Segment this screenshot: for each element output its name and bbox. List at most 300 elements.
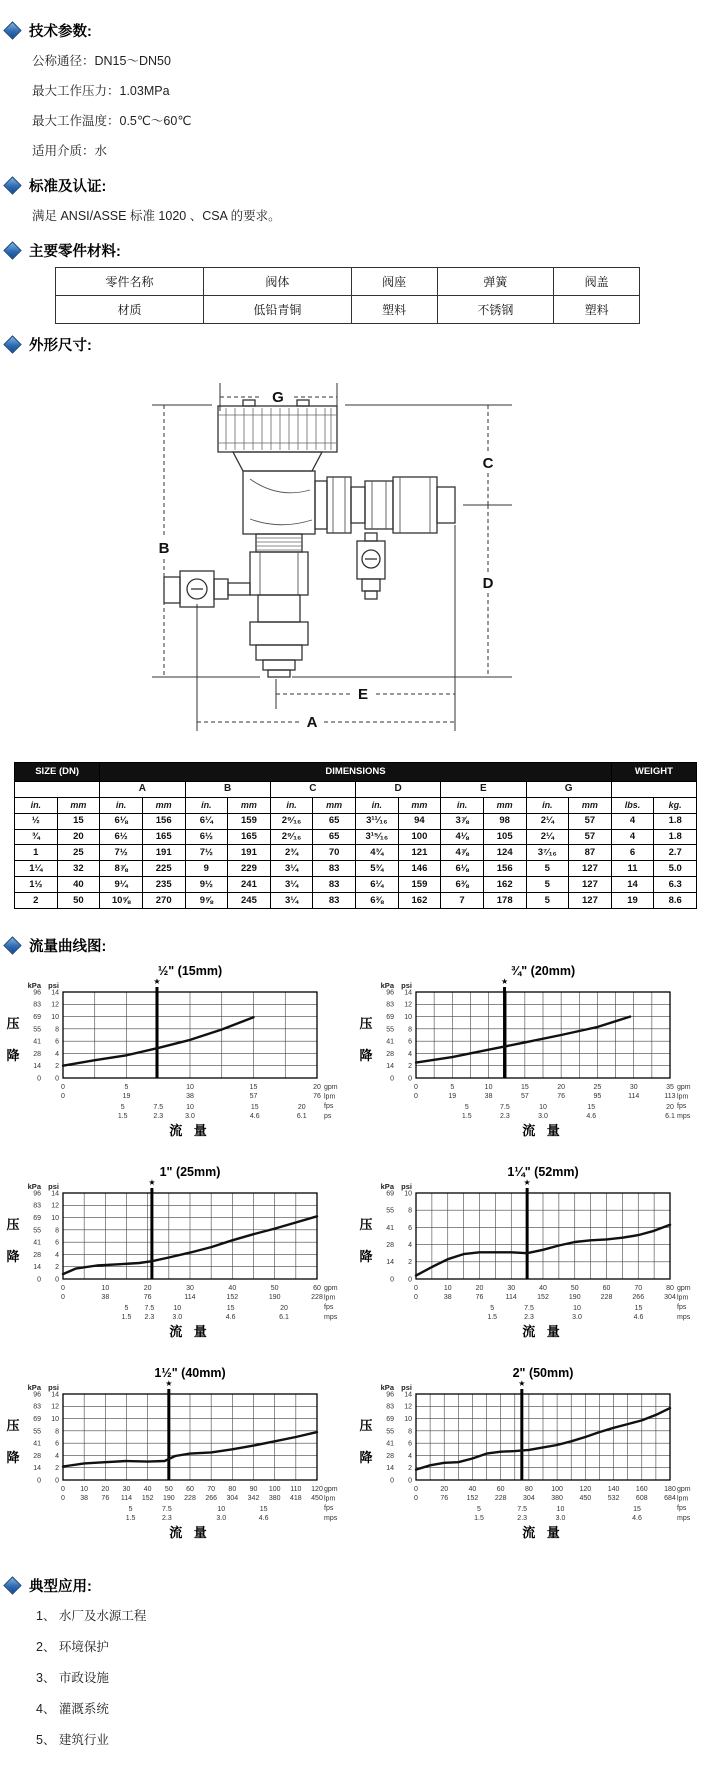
x-tick-gpm: 30 bbox=[630, 1083, 638, 1091]
x-tick-fps: 15 bbox=[250, 1103, 259, 1111]
y-tick-kpa: 69 bbox=[32, 1013, 41, 1021]
x-tick-gpm: 15 bbox=[249, 1083, 258, 1091]
y-tick-kpa: 55 bbox=[32, 1227, 41, 1235]
y-tick-kpa: 28 bbox=[386, 1241, 395, 1249]
dim-table-cell: 162 bbox=[398, 893, 441, 909]
dim-table-row bbox=[15, 845, 697, 861]
materials-cell: 零件名称 bbox=[56, 268, 204, 296]
dim-table-cell: 6⅛ bbox=[441, 861, 484, 877]
x-unit-label: gpm bbox=[677, 1284, 691, 1292]
x-tick-mps: 3.0 bbox=[184, 1112, 195, 1120]
x-tick-gpm: 0 bbox=[60, 1083, 65, 1091]
y-tick-kpa: 83 bbox=[32, 1202, 41, 1210]
y-tick-kpa: 0 bbox=[36, 1075, 41, 1083]
x-tick-lpm: 0 bbox=[414, 1293, 419, 1301]
dim-table-header-cell: mm bbox=[313, 798, 356, 813]
y-tick-psi: 10 bbox=[404, 1013, 413, 1021]
dim-table-cell: 2¾ bbox=[270, 845, 313, 861]
dim-table-header-cell: in. bbox=[15, 798, 58, 813]
x-tick-lpm: 0 bbox=[60, 1494, 65, 1502]
x-tick-lpm: 152 bbox=[141, 1494, 154, 1502]
dim-table-header-cell: C bbox=[270, 781, 355, 798]
x-unit-label: mps bbox=[323, 1514, 337, 1522]
x-tick-fps: 10 bbox=[173, 1304, 181, 1312]
y-tick-kpa: 28 bbox=[386, 1050, 395, 1058]
x-tick-gpm: 35 bbox=[666, 1083, 675, 1091]
dim-table-cell: 159 bbox=[398, 877, 441, 893]
dim-table-cell: 6¼ bbox=[185, 813, 228, 829]
y-tick-psi: 14 bbox=[404, 1391, 413, 1399]
y-tick-psi: 0 bbox=[408, 1276, 413, 1284]
x-tick-mps: 1.5 bbox=[462, 1112, 472, 1120]
diamond-bullet-icon bbox=[3, 335, 21, 353]
x-unit-label: fps bbox=[323, 1304, 334, 1312]
x-unit-label: lpm bbox=[677, 1294, 689, 1302]
section-title: 典型应用: bbox=[29, 1578, 92, 1595]
section-title: 主要零件材料: bbox=[29, 244, 121, 260]
dim-table-cell: 3⁷⁄₁₆ bbox=[526, 845, 569, 861]
flow-chart-6 bbox=[354, 1364, 706, 1551]
test-cock-tip bbox=[365, 591, 377, 599]
materials-cell: 弹簧 bbox=[437, 268, 554, 296]
x-tick-lpm: 19 bbox=[448, 1092, 457, 1100]
x-tick-gpm: 100 bbox=[551, 1485, 564, 1493]
section-title: 标准及认证: bbox=[29, 179, 107, 195]
dim-table-cell: 9½ bbox=[185, 877, 228, 893]
y-tick-psi: 8 bbox=[54, 1227, 59, 1235]
x-tick-gpm: 120 bbox=[310, 1485, 323, 1493]
y-tick-kpa: 83 bbox=[32, 1001, 41, 1009]
dim-table-cell: 1 bbox=[15, 845, 58, 861]
pressure-label: 降 bbox=[359, 1449, 373, 1465]
x-tick-lpm: 114 bbox=[184, 1293, 196, 1301]
y-unit-psi: psi bbox=[401, 1181, 413, 1191]
x-unit-label: fps bbox=[677, 1505, 687, 1513]
x-tick-lpm: 76 bbox=[143, 1293, 152, 1301]
dim-table-cell: 7½ bbox=[100, 845, 143, 861]
dim-table-header-cell: mm bbox=[398, 798, 441, 813]
x-tick-gpm: 0 bbox=[414, 1485, 419, 1493]
x-tick-gpm: 140 bbox=[607, 1485, 620, 1493]
y-tick-kpa: 14 bbox=[386, 1259, 395, 1267]
x-tick-mps: 4.6 bbox=[249, 1112, 260, 1120]
y-tick-kpa: 55 bbox=[386, 1207, 395, 1215]
dim-table-cell: 14 bbox=[611, 877, 654, 893]
threaded-neck bbox=[256, 534, 302, 552]
dim-table-cell: 3⅞ bbox=[441, 813, 484, 829]
x-tick-gpm: 30 bbox=[185, 1284, 194, 1292]
y-tick-kpa: 41 bbox=[32, 1440, 41, 1448]
flow-chart-svg bbox=[1, 1364, 353, 1546]
test-cock-body bbox=[357, 541, 385, 579]
dim-table-cell: 100 bbox=[398, 829, 441, 845]
y-tick-psi: 10 bbox=[404, 1415, 413, 1423]
x-unit-label: lpm bbox=[323, 1294, 336, 1302]
y-unit-psi: psi bbox=[401, 1382, 413, 1392]
application-item: 2、 环境保护 bbox=[36, 1640, 109, 1655]
flow-axis-label: 流 量 bbox=[522, 1122, 565, 1138]
flow-chart-svg bbox=[354, 962, 706, 1144]
x-tick-mps: 1.5 bbox=[117, 1112, 128, 1120]
y-tick-psi: 8 bbox=[54, 1428, 59, 1436]
y-tick-kpa: 14 bbox=[32, 1062, 41, 1070]
x-tick-mps: 2.3 bbox=[500, 1112, 511, 1120]
y-tick-psi: 2 bbox=[408, 1062, 413, 1070]
y-tick-psi: 4 bbox=[408, 1241, 413, 1249]
x-tick-lpm: 38 bbox=[185, 1092, 194, 1100]
flow-chart-4 bbox=[354, 1163, 706, 1350]
x-unit-label: fps bbox=[677, 1304, 687, 1312]
dim-label-A: A bbox=[306, 714, 318, 731]
dim-table-cell: 65 bbox=[313, 829, 356, 845]
y-tick-psi: 2 bbox=[54, 1464, 59, 1472]
star-marker-icon: ★ bbox=[148, 1177, 156, 1187]
x-tick-lpm: 76 bbox=[475, 1293, 484, 1301]
y-unit-psi: psi bbox=[47, 1382, 59, 1392]
flow-axis-label: 流 量 bbox=[522, 1323, 565, 1339]
x-unit-label: mps bbox=[323, 1313, 337, 1321]
x-unit-label: lpm bbox=[677, 1495, 689, 1503]
dim-table-cell: 9 bbox=[185, 861, 228, 877]
x-tick-fps: 7.5 bbox=[500, 1103, 511, 1111]
dim-table-cell: 6¼ bbox=[356, 877, 399, 893]
y-tick-kpa: 41 bbox=[32, 1038, 41, 1046]
right-end-cap bbox=[437, 487, 455, 523]
x-tick-gpm: 0 bbox=[414, 1083, 419, 1091]
x-tick-fps: 10 bbox=[556, 1505, 565, 1513]
x-tick-mps: 4.6 bbox=[632, 1514, 643, 1522]
y-tick-psi: 2 bbox=[54, 1263, 59, 1271]
dim-table-cell: 245 bbox=[228, 893, 271, 909]
y-tick-psi: 8 bbox=[408, 1428, 413, 1436]
x-tick-gpm: 10 bbox=[484, 1083, 493, 1091]
dim-table-header-cell: SIZE (DN) bbox=[15, 763, 100, 782]
x-tick-lpm: 152 bbox=[226, 1293, 238, 1301]
x-unit-label: mps bbox=[677, 1514, 691, 1522]
cap-knurling bbox=[218, 408, 337, 450]
y-tick-kpa: 96 bbox=[32, 989, 41, 997]
application-item: 4、 灌溉系统 bbox=[36, 1702, 109, 1717]
dim-table-header-cell: mm bbox=[483, 798, 526, 813]
dim-table-cell: 2.7 bbox=[654, 845, 697, 861]
x-tick-gpm: 80 bbox=[666, 1284, 675, 1292]
x-tick-gpm: 60 bbox=[312, 1284, 321, 1292]
dim-label-E: E bbox=[357, 686, 369, 703]
x-tick-fps: 5 bbox=[128, 1505, 133, 1513]
pressure-label: 降 bbox=[6, 1248, 20, 1264]
x-unit-label: gpm bbox=[677, 1485, 691, 1493]
flow-axis-label: 流 量 bbox=[522, 1524, 565, 1540]
x-tick-lpm: 76 bbox=[101, 1494, 109, 1502]
y-tick-psi: 6 bbox=[54, 1038, 59, 1046]
lower-pipe bbox=[258, 595, 300, 622]
dim-table-header-cell: E bbox=[441, 781, 526, 798]
x-tick-gpm: 20 bbox=[557, 1083, 566, 1091]
right-pipe bbox=[351, 487, 365, 523]
y-tick-kpa: 96 bbox=[32, 1190, 41, 1198]
y-tick-psi: 4 bbox=[54, 1251, 59, 1259]
x-tick-gpm: 30 bbox=[507, 1284, 516, 1292]
dim-table-cell: 8.6 bbox=[654, 893, 697, 909]
pressure-label: 降 bbox=[359, 1047, 373, 1063]
dim-table-cell: 8⅞ bbox=[100, 861, 143, 877]
y-tick-psi: 4 bbox=[408, 1050, 413, 1058]
x-tick-lpm: 228 bbox=[183, 1494, 196, 1502]
y-tick-psi: 8 bbox=[408, 1207, 413, 1215]
y-tick-psi: 10 bbox=[50, 1415, 59, 1423]
x-tick-gpm: 160 bbox=[636, 1485, 648, 1493]
dim-table-cell: 4⅞ bbox=[441, 845, 484, 861]
x-unit-label: fps bbox=[323, 1505, 334, 1513]
dim-table-cell: 162 bbox=[483, 877, 526, 893]
x-unit-label: gpm bbox=[323, 1083, 338, 1091]
x-tick-fps: 7.5 bbox=[144, 1304, 154, 1312]
dim-table-cell: 1.8 bbox=[654, 829, 697, 845]
y-tick-psi: 8 bbox=[54, 1026, 59, 1034]
bottom-plug bbox=[268, 670, 290, 677]
dim-table-cell: 3¼ bbox=[270, 861, 313, 877]
dim-table-cell: 25 bbox=[57, 845, 100, 861]
pressure-label: 降 bbox=[6, 1047, 20, 1063]
pressure-label: 降 bbox=[6, 1449, 20, 1465]
x-tick-gpm: 80 bbox=[228, 1485, 236, 1493]
x-tick-gpm: 5 bbox=[124, 1083, 129, 1091]
section-header-flow-curves bbox=[6, 935, 707, 956]
flow-chart-5 bbox=[1, 1364, 353, 1551]
x-tick-lpm: 76 bbox=[312, 1092, 321, 1100]
section-title: 外形尺寸: bbox=[29, 338, 92, 354]
x-tick-lpm: 57 bbox=[521, 1092, 530, 1100]
dim-table-cell: 7 bbox=[441, 893, 484, 909]
y-tick-kpa: 28 bbox=[32, 1251, 41, 1259]
dim-table-cell: 2⁹⁄₁₆ bbox=[270, 813, 313, 829]
x-tick-fps: 20 bbox=[666, 1103, 675, 1111]
x-tick-gpm: 100 bbox=[268, 1485, 281, 1493]
x-tick-fps: 7.5 bbox=[517, 1505, 528, 1513]
cap-screw bbox=[243, 400, 255, 406]
dim-table-cell: 191 bbox=[142, 845, 185, 861]
standards-body bbox=[0, 200, 707, 230]
dim-table-cell: 5¾ bbox=[356, 861, 399, 877]
pressure-label: 压 bbox=[6, 1417, 20, 1433]
chart-title: ¾" (20mm) bbox=[511, 963, 576, 978]
y-tick-psi: 14 bbox=[50, 989, 59, 997]
chart-title: 1" (25mm) bbox=[159, 1164, 221, 1179]
y-tick-psi: 12 bbox=[404, 1001, 413, 1009]
x-tick-mps: 4.6 bbox=[633, 1313, 644, 1321]
dim-table-cell: 70 bbox=[313, 845, 356, 861]
dim-table-cell: 127 bbox=[569, 877, 612, 893]
x-tick-gpm: 60 bbox=[185, 1485, 194, 1493]
x-tick-mps: 3.0 bbox=[172, 1313, 182, 1321]
pressure-label: 压 bbox=[359, 1015, 373, 1031]
dim-label-G: G bbox=[272, 389, 284, 406]
x-tick-gpm: 30 bbox=[122, 1485, 131, 1493]
y-tick-kpa: 69 bbox=[32, 1214, 41, 1222]
x-tick-mps: 3.0 bbox=[538, 1112, 549, 1120]
flow-chart-svg bbox=[1, 962, 353, 1144]
x-unit-label: gpm bbox=[323, 1485, 338, 1493]
dim-table-cell: 10⅝ bbox=[100, 893, 143, 909]
y-unit-kpa: kPa bbox=[380, 1382, 395, 1392]
y-tick-kpa: 69 bbox=[386, 1013, 395, 1021]
y-tick-psi: 6 bbox=[408, 1224, 413, 1232]
lower-step bbox=[256, 645, 302, 660]
dim-table-header-cell: in. bbox=[441, 798, 484, 813]
y-tick-kpa: 41 bbox=[386, 1440, 395, 1448]
x-unit-label: mps bbox=[677, 1112, 691, 1120]
x-tick-mps: 2.3 bbox=[161, 1514, 172, 1522]
x-tick-gpm: 15 bbox=[521, 1083, 530, 1091]
star-marker-icon: ★ bbox=[164, 1378, 173, 1388]
dim-table-cell: 156 bbox=[142, 813, 185, 829]
chart-title: 2" (50mm) bbox=[512, 1365, 574, 1380]
x-tick-lpm: 152 bbox=[466, 1494, 479, 1502]
dim-table-header-cell: mm bbox=[569, 798, 612, 813]
x-tick-mps: 4.6 bbox=[258, 1514, 269, 1522]
x-tick-gpm: 40 bbox=[468, 1485, 477, 1493]
dim-table-cell: 191 bbox=[228, 845, 271, 861]
x-tick-gpm: 60 bbox=[602, 1284, 611, 1292]
x-tick-gpm: 180 bbox=[664, 1485, 677, 1493]
flow-chart-svg bbox=[354, 1163, 706, 1345]
dim-table-row bbox=[15, 829, 697, 845]
right-union-nut bbox=[365, 481, 393, 529]
section-header-tech-params bbox=[6, 20, 707, 41]
dim-table-cell: 1½ bbox=[15, 877, 58, 893]
dim-table-cell: 121 bbox=[398, 845, 441, 861]
dim-table-cell: 5 bbox=[526, 893, 569, 909]
dim-table-cell: 6⅜ bbox=[356, 893, 399, 909]
x-tick-gpm: 110 bbox=[289, 1485, 302, 1493]
materials-cell: 不锈钢 bbox=[437, 296, 554, 324]
x-tick-lpm: 0 bbox=[60, 1293, 65, 1301]
dim-table-header-cell: DIMENSIONS bbox=[100, 763, 612, 782]
dim-table-cell: 40 bbox=[57, 877, 100, 893]
x-tick-lpm: 304 bbox=[664, 1293, 677, 1301]
y-tick-psi: 6 bbox=[54, 1239, 59, 1247]
y-tick-psi: 14 bbox=[404, 989, 413, 997]
x-tick-fps: 15 bbox=[259, 1505, 268, 1513]
dim-table-cell: 4⅛ bbox=[441, 829, 484, 845]
x-tick-gpm: 10 bbox=[185, 1083, 194, 1091]
valve-drawing-wrap bbox=[100, 359, 707, 752]
x-tick-gpm: 5 bbox=[450, 1083, 455, 1091]
chart-title: 1¼" (52mm) bbox=[507, 1164, 579, 1179]
x-tick-fps: 15 bbox=[587, 1103, 596, 1111]
x-tick-fps: 5 bbox=[120, 1103, 125, 1111]
dim-table-cell: ½ bbox=[15, 813, 58, 829]
standards-line: 满足 ANSI/ASSE 标准 1020 、CSA 的要求。 bbox=[32, 209, 281, 223]
x-tick-lpm: 228 bbox=[495, 1494, 507, 1502]
dim-table-cell bbox=[15, 781, 100, 798]
dim-table-cell: 178 bbox=[483, 893, 526, 909]
x-tick-lpm: 152 bbox=[537, 1293, 550, 1301]
right-flange bbox=[315, 481, 327, 529]
x-tick-gpm: 40 bbox=[539, 1284, 548, 1292]
x-tick-lpm: 228 bbox=[310, 1293, 323, 1301]
x-tick-mps: 4.6 bbox=[225, 1313, 236, 1321]
dim-table-cell: 156 bbox=[483, 861, 526, 877]
dim-table-cell: 19 bbox=[611, 893, 654, 909]
diamond-bullet-icon bbox=[3, 176, 21, 194]
star-marker-icon: ★ bbox=[501, 976, 509, 986]
y-unit-psi: psi bbox=[47, 1181, 59, 1191]
dim-table-header-cell: B bbox=[185, 781, 270, 798]
y-tick-kpa: 55 bbox=[386, 1026, 395, 1034]
x-tick-fps: 7.5 bbox=[524, 1304, 535, 1312]
y-unit-kpa: kPa bbox=[27, 1382, 41, 1392]
dim-table-cell: 3¹⁵⁄₁₆ bbox=[356, 829, 399, 845]
dim-table-cell: 225 bbox=[142, 861, 185, 877]
dim-table-cell: 235 bbox=[142, 877, 185, 893]
dim-table-cell: 87 bbox=[569, 845, 612, 861]
x-tick-gpm: 10 bbox=[101, 1284, 109, 1292]
dimension-labels bbox=[159, 389, 494, 731]
dim-table-cell: 50 bbox=[57, 893, 100, 909]
x-tick-fps: 20 bbox=[279, 1304, 288, 1312]
y-tick-kpa: 0 bbox=[390, 1477, 395, 1485]
dim-table-cell: 229 bbox=[228, 861, 271, 877]
x-tick-lpm: 114 bbox=[505, 1293, 518, 1301]
dim-table-cell: 57 bbox=[569, 813, 612, 829]
x-tick-mps: 6.1 bbox=[296, 1112, 307, 1120]
y-tick-psi: 14 bbox=[50, 1190, 59, 1198]
tech-param-line: 最大工作压力：1.03MPa bbox=[32, 84, 170, 98]
flow-axis-label: 流 量 bbox=[168, 1323, 211, 1339]
pressure-label: 压 bbox=[359, 1417, 373, 1433]
y-tick-psi: 6 bbox=[54, 1440, 59, 1448]
tech-param-line: 最大工作温度：0.5℃～60℃ bbox=[32, 114, 192, 128]
y-tick-kpa: 55 bbox=[32, 1428, 41, 1436]
x-tick-lpm: 450 bbox=[579, 1494, 592, 1502]
star-marker-icon: ★ bbox=[153, 976, 161, 986]
x-tick-fps: 20 bbox=[297, 1103, 306, 1111]
dim-table-cell: 3¼ bbox=[270, 893, 313, 909]
y-tick-psi: 10 bbox=[50, 1013, 59, 1021]
dim-table-row bbox=[15, 861, 697, 877]
dim-table-cell: 9⅝ bbox=[185, 893, 228, 909]
dim-table-cell: 32 bbox=[57, 861, 100, 877]
y-tick-kpa: 83 bbox=[32, 1403, 41, 1411]
x-tick-mps: 6.1 bbox=[278, 1313, 289, 1321]
applications-list bbox=[0, 1600, 707, 1755]
x-unit-label: lpm bbox=[323, 1093, 336, 1101]
right-hex-nut bbox=[327, 477, 351, 533]
application-item: 5、 建筑行业 bbox=[36, 1733, 109, 1748]
flow-chart-1 bbox=[1, 962, 353, 1149]
star-marker-icon: ★ bbox=[518, 1378, 526, 1388]
x-tick-lpm: 190 bbox=[268, 1293, 281, 1301]
dim-table-cell: 15 bbox=[57, 813, 100, 829]
x-tick-lpm: 342 bbox=[247, 1494, 260, 1502]
flow-charts-grid bbox=[0, 962, 707, 1551]
application-item: 3、 市政设施 bbox=[36, 1671, 109, 1686]
y-tick-kpa: 0 bbox=[390, 1075, 395, 1083]
x-tick-mps: 3.0 bbox=[555, 1514, 566, 1522]
x-tick-mps: 3.0 bbox=[572, 1313, 583, 1321]
x-tick-gpm: 70 bbox=[207, 1485, 215, 1493]
y-tick-kpa: 14 bbox=[386, 1464, 395, 1472]
materials-table bbox=[55, 267, 640, 324]
x-tick-fps: 10 bbox=[185, 1103, 194, 1111]
x-tick-fps: 15 bbox=[226, 1304, 235, 1312]
x-tick-fps: 10 bbox=[573, 1304, 582, 1312]
x-tick-fps: 15 bbox=[633, 1505, 642, 1513]
dim-table-cell: 20 bbox=[57, 829, 100, 845]
x-tick-lpm: 19 bbox=[122, 1092, 131, 1100]
x-tick-gpm: 80 bbox=[525, 1485, 534, 1493]
